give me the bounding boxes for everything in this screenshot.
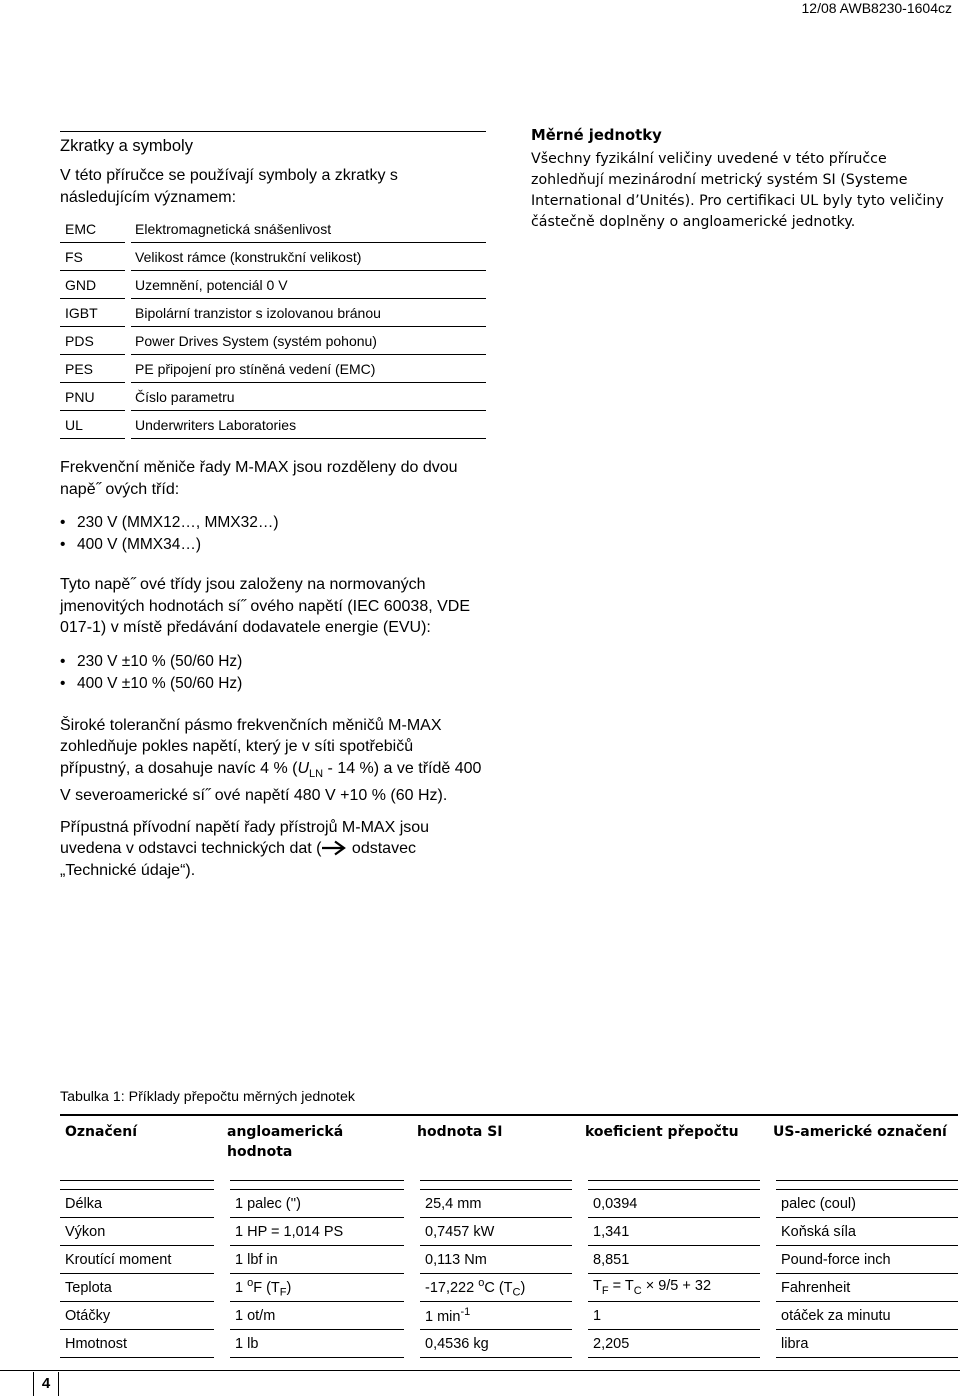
- table-row: [60, 1218, 958, 1246]
- section-rule: [60, 131, 486, 132]
- abbreviation-meaning: Číslo parametru: [128, 383, 486, 411]
- table-cell: 1 palec (''): [222, 1190, 412, 1218]
- table-cell: 1 $\min^{-1}$: [412, 1302, 580, 1330]
- bullet-item: • 230 V (MMX12…, MMX32…): [60, 512, 486, 534]
- table-cell: $T_F = T_C \times 9/5 + 32$: [580, 1274, 768, 1302]
- table-cell: -17,222 $^o$C $(T_C)$: [412, 1274, 580, 1302]
- table-caption: Tabulka 1: Příklady přepočtu měrných jednotek: [60, 1089, 355, 1105]
- abbreviation-row: [60, 327, 486, 355]
- page-header: [0, 0, 960, 20]
- bullet-item: • 230 V ±10 % (50/60 Hz): [60, 651, 486, 673]
- table-header-row: [60, 1115, 958, 1181]
- table-cell: 0,4536 kg: [412, 1330, 580, 1358]
- nominal-voltage-list: [60, 651, 486, 695]
- table-cell: 1,341: [580, 1218, 768, 1246]
- table-cell: Délka: [60, 1190, 222, 1218]
- header-si-value: hodnota SI: [412, 1115, 580, 1181]
- spacer-row: [60, 1181, 958, 1190]
- abbreviation-row: [60, 215, 486, 243]
- units-text: Všechny fyzikální veličiny uvedené v této příručce zohledňují mezinárodní metrický systém SI (Systeme International d’Unités). Pro certifikaci UL byly tyto veličiny částečně doplněny o angloamerické jednotky.: [531, 151, 944, 230]
- abbreviation-row: [60, 243, 486, 271]
- page-footer: [0, 1370, 960, 1396]
- nominal-voltage-text: Tyto napě˝ ové třídy jsou založeny na normovaných jmenovitých hodnotách sí˝ ového napětí (IEC 60038, VDE 017-1) v místě předávání dodavatele energie (EVU):: [60, 576, 471, 636]
- table-row: [60, 1330, 958, 1358]
- abbreviation-key: GND: [60, 271, 128, 299]
- unit-conversion-table: [60, 1114, 958, 1358]
- bullet-item: • 400 V (MMX34…): [60, 534, 486, 556]
- abbreviation-key: UL: [60, 411, 128, 439]
- abbreviation-row: [60, 383, 486, 411]
- table-cell: 1 HP = 1,014 PS: [222, 1218, 412, 1246]
- abbreviation-key: FS: [60, 243, 128, 271]
- bullet-item: • 400 V ±10 % (50/60 Hz): [60, 673, 486, 695]
- table-cell: 0,113 Nm: [412, 1246, 580, 1274]
- header-us-designation: US-americké označení: [768, 1115, 958, 1181]
- abbreviation-key: IGBT: [60, 299, 128, 327]
- footer-rule: [0, 1370, 960, 1371]
- table-cell: Pound-force inch: [768, 1246, 958, 1274]
- table-row: [60, 1246, 958, 1274]
- abbreviation-row: [60, 299, 486, 327]
- table-cell: Kroutící moment: [60, 1246, 222, 1274]
- header-anglo-value: angloamerická hodnota: [222, 1115, 412, 1181]
- abbreviation-key: PDS: [60, 327, 128, 355]
- supply-voltage-text: Přípustná přívodní napětí řady přístrojů M-MAX jsou uvedena v odstavci technických dat ( odstavec „Technické údaje“).: [60, 818, 430, 879]
- table-cell: 1: [580, 1302, 768, 1330]
- intro-text: V této příručce se používají symboly a zkratky s následujícím významem:: [60, 167, 398, 206]
- abbreviation-row: [60, 411, 486, 439]
- abbreviation-meaning: Bipolární tranzistor s izolovanou bránou: [128, 299, 486, 327]
- abbreviation-meaning: Power Drives System (systém pohonu): [128, 327, 486, 355]
- table-cell: 2,205: [580, 1330, 768, 1358]
- abbreviations-table: [60, 215, 486, 439]
- table-cell: Výkon: [60, 1218, 222, 1246]
- header-conversion-factor: koeficient přepočtu: [580, 1115, 768, 1181]
- table-cell: 1 $^o$F $(T_F)$: [222, 1274, 412, 1302]
- table-cell: Koňská síla: [768, 1218, 958, 1246]
- table-cell: 1 lbf in: [222, 1246, 412, 1274]
- table-cell: libra: [768, 1330, 958, 1358]
- table-row: [60, 1274, 958, 1302]
- left-column: [60, 131, 486, 439]
- abbreviation-key: EMC: [60, 215, 128, 243]
- table-row: [60, 1190, 958, 1218]
- document-code: 12/08 AWB8230-1604cz: [801, 0, 952, 16]
- table-cell: otáček za minutu: [768, 1302, 958, 1330]
- table-cell: 1 lb: [222, 1330, 412, 1358]
- table-cell: Fahrenheit: [768, 1274, 958, 1302]
- section-title-units: Měrné jednotky: [531, 127, 662, 144]
- table-cell: palec (coul): [768, 1190, 958, 1218]
- voltage-class-list: [60, 512, 486, 556]
- abbreviation-meaning: PE připojení pro stíněná vedení (EMC): [128, 355, 486, 383]
- right-column: [531, 127, 951, 233]
- abbreviation-meaning: Underwriters Laboratories: [128, 411, 486, 439]
- abbreviation-meaning: Elektromagnetická snášenlivost: [128, 215, 486, 243]
- abbreviation-row: [60, 355, 486, 383]
- table-cell: 0,7457 kW: [412, 1218, 580, 1246]
- table-cell: 1 ot/m: [222, 1302, 412, 1330]
- table-cell: 0,0394: [580, 1190, 768, 1218]
- abbreviation-meaning: Velikost rámce (konstrukční velikost): [128, 243, 486, 271]
- abbreviation-row: [60, 271, 486, 299]
- tolerance-text: Široké toleranční pásmo frekvenčních měničů M-MAX zohledňuje pokles napětí, který je v síti spotřebičů přípustný, a dosahuje navíc 4 % ($U_{LN} - 14$ %) a ve třídě 400 V severoamerické sí˝ ové napětí 480 V +10 % (60 Hz).: [60, 716, 482, 805]
- table-cell: 8,851: [580, 1246, 768, 1274]
- table-cell: Otáčky: [60, 1302, 222, 1330]
- table-cell: Teplota: [60, 1274, 222, 1302]
- abbreviation-meaning: Uzemnění, potenciál 0 V: [128, 271, 486, 299]
- table-cell: Hmotnost: [60, 1330, 222, 1358]
- table-cell: 25,4 mm: [412, 1190, 580, 1218]
- page-number: 4: [33, 1372, 59, 1396]
- voltage-classes-text: Frekvenční měniče řady M-MAX jsou rozděleny do dvou napě˝ ových tříd:: [60, 459, 458, 498]
- section-title-abbreviations: Zkratky a symboly: [60, 137, 193, 155]
- abbreviation-key: PES: [60, 355, 128, 383]
- header-designation: Označení: [60, 1115, 222, 1181]
- abbreviation-key: PNU: [60, 383, 128, 411]
- reference-arrow-icon: [321, 840, 347, 856]
- table-row: [60, 1302, 958, 1330]
- voltage-section: [60, 457, 486, 881]
